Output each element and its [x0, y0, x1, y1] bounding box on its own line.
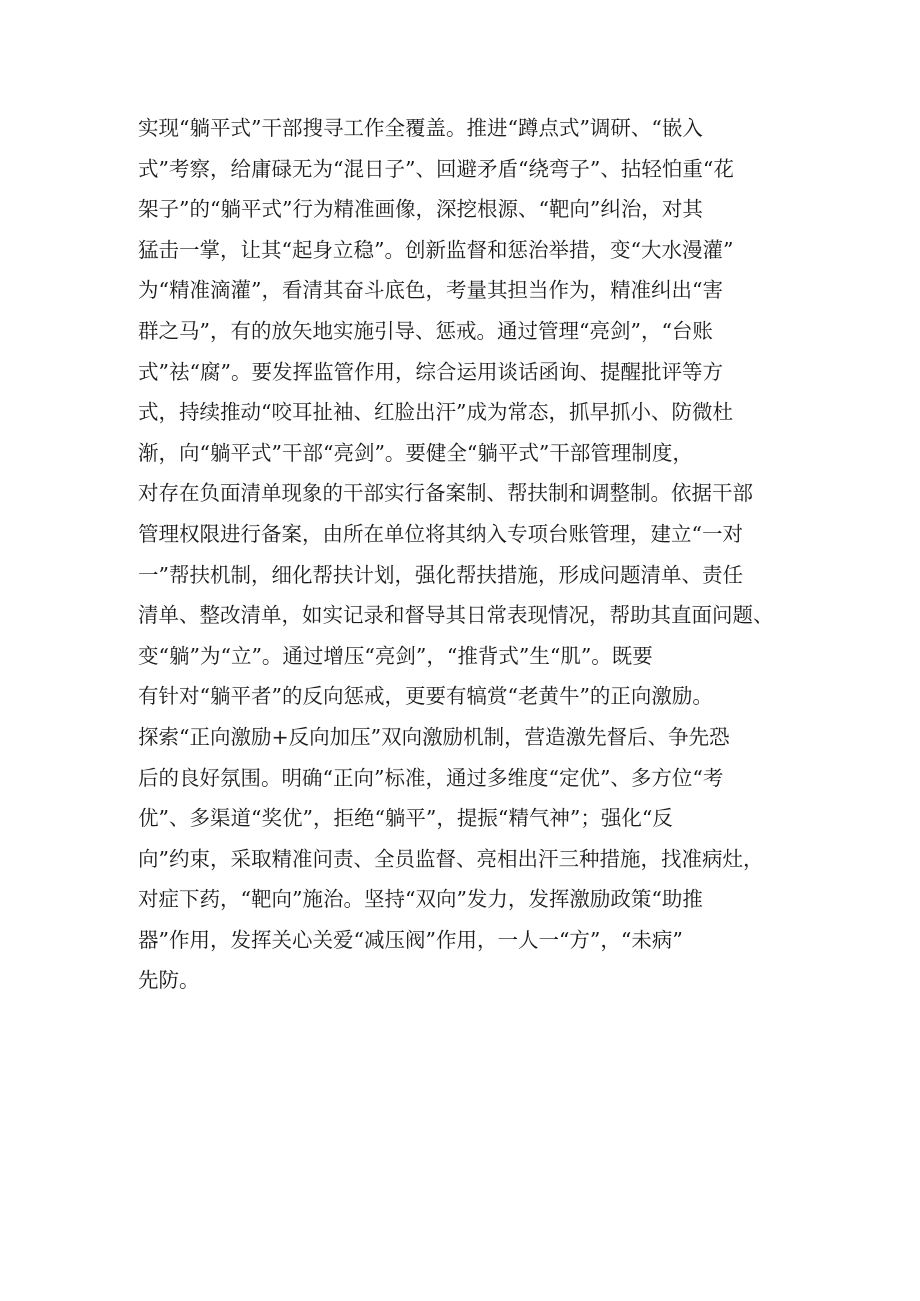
text-line-6: 群之马”，有的放矢地实施引导、惩戒。通过管理“亮剑”，“台账: [138, 318, 713, 343]
text-line-4: 猛击一掌，让其“起身立稳”。创新监督和惩治举措，变“大水漫灌”: [138, 237, 734, 262]
text-line-12: 一”帮扶机制，细化帮扶计划，强化帮扶措施，形成问题清单、责任: [138, 562, 743, 587]
text-line-14: 变“躺”为“立”。通过增压“亮剑”，“推背式”生“肌”。既要: [138, 643, 653, 668]
text-line-3: 架子”的“躺平式”行为精准画像，深挖根源、“靶向”纠治，对其: [138, 197, 703, 222]
text-line-13: 清单、整改清单，如实记录和督导其日常表现情况，帮助其直面问题、: [138, 603, 774, 628]
text-line-20: 对症下药，“靶向”施治。坚持“双向”发力，发挥激励政策“助推: [138, 887, 703, 912]
text-line-9: 渐，向“躺平式”干部“亮剑”。要健全“躺平式”干部管理制度，: [138, 440, 693, 465]
text-line-19: 向”约束，采取精准问责、全员监督、亮相出汗三种措施，找准病灶，: [138, 846, 764, 871]
text-line-16: 探索“正向激励+反向加压”双向激励机制，营造激先督后、争先恐: [138, 724, 730, 749]
text-line-18: 优”、多渠道“奖优”，拒绝“躺平”，提振“精气神”；强化“反: [138, 806, 673, 831]
body-paragraph: [138, 108, 798, 1001]
text-line-10: 对存在负面清单现象的干部实行备案制、帮扶制和调整制。依据干部: [138, 481, 753, 506]
text-line-5: 为“精准滴灌”，看清其奋斗底色，考量其担当作为，精准纠出“害: [138, 278, 723, 303]
text-line-2: 式”考察，给庸碌无为“混日子”、回避矛盾“绕弯子”、拈轻怕重“花: [138, 156, 734, 181]
text-line-17: 后的良好氛围。明确“正向”标准，通过多维度“定优”、多方位“考: [138, 765, 724, 790]
text-line-21: 器”作用，发挥关心关爱“减压阀”作用，一人一“方”，“未病”: [138, 927, 683, 952]
text-line-7: 式”祛“腐”。要发挥监管作用，综合运用谈话函询、提醒批评等方: [138, 359, 723, 384]
text-line-15: 有针对“躺平者”的反向惩戒，更要有犒赏“老黄牛”的正向激励。: [138, 684, 713, 709]
text-line-11: 管理权限进行备案，由所在单位将其纳入专项台账管理，建立“一对: [138, 521, 743, 546]
text-line-22: 先防。: [138, 968, 200, 993]
text-line-1: 实现“躺平式”干部搜寻工作全覆盖。推进“蹲点式”调研、“嵌入: [138, 116, 703, 140]
text-line-8: 式，持续推动“咬耳扯袖、红脸出汗”成为常态，抓早抓小、防微杜: [138, 400, 733, 425]
